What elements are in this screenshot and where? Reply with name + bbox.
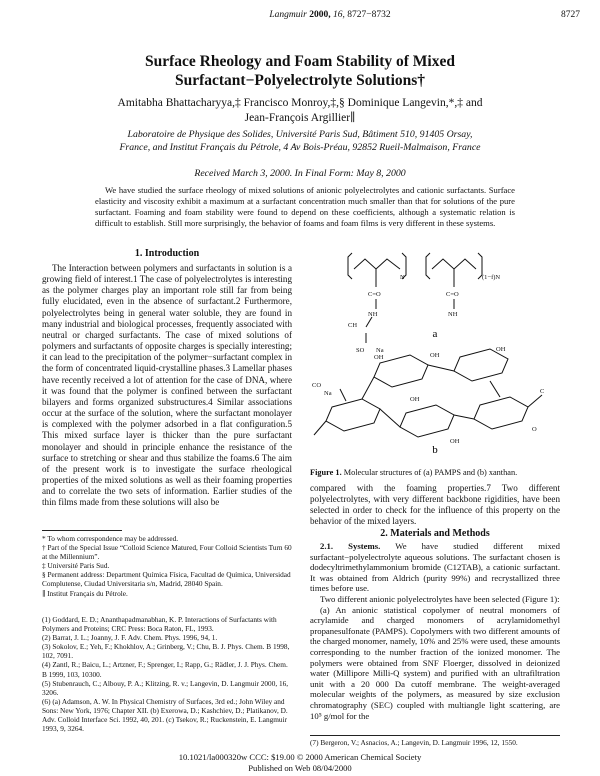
abstract: We have studied the surface rheology of mixed solutions of anionic polyelectrolytes and cationic surfactants. Surface elasticity and viscosity exhibit a maximum at a surfactant concentration much smaller than that for solutions of the pure surfactant. Foaming and foam stability were found to depend on these coefficients, although a systematic relation is difficult to establish. Still more surprisingly, the behavior of foams and foam films is very different in these systems. (95, 185, 515, 228)
reference-6: (6) (a) Adamson, A. W. In Physical Chemistry of Surfaces, 3rd ed.; John Wiley and Sons: New York, 1976; Chapter XII. (b) Exerowa, D.; Kashchiev, D.; Platikanov, D. Adv. Colloid Interface Sci. 1992, 40, 201. (c) Tsekov, R.; Ruckenstein, E. Langmuir 1993, 9, 3264. (42, 696, 288, 734)
affiliation-line-1: Laboratoire de Physique des Solides, Université Paris Sud, Bâtiment 510, 91405 Orsay, (127, 129, 473, 140)
figure-caption (310, 468, 560, 478)
introduction-heading: 1. Introduction (134, 248, 200, 259)
polyelectrolytes-paragraph: Two different anionic polyelectrolytes have been selected (Figure 1): (320, 593, 560, 604)
label-OH-4: OH (410, 396, 420, 403)
title-line-2: Surfactant−Polyelectrolyte Solutions† (174, 72, 426, 89)
label-CO-1: C=O (368, 291, 381, 298)
acetyl-bond-1 (528, 395, 542, 407)
reference-1: (1) Goddard, E. D.; Ananthapadmanabhan, K. P. Interactions of Surfactants with Polymers and Proteins; CRC Press: Boca Raton, FL, 1993. (42, 615, 277, 634)
label-CO-2: C=O (446, 291, 459, 298)
received-dates: Received March 3, 2000. In Final Form: May 8, 2000 (194, 168, 406, 179)
sugar-ring-5 (474, 397, 528, 429)
methods-heading: 2. Materials and Methods (380, 528, 490, 539)
systems-subheading: 2.1. Systems. (320, 541, 381, 551)
label-OH-1: OH (374, 354, 384, 361)
title-line-1: Surface Rheology and Foam Stability of Mixed (145, 53, 455, 70)
backbone-1 (354, 259, 400, 269)
methods-body (310, 541, 560, 721)
footnote-permanent-address: § Permanent address: Department Química Física, Facultad de Química, Universidad Complutense, Ciudad Universitaria s/n, Madrid, 28040 Spain. (42, 570, 291, 589)
introduction-body (42, 263, 292, 508)
glycosidic-link-3 (380, 409, 400, 427)
glycosidic-link-4 (454, 415, 474, 419)
footnote-divider (42, 530, 122, 531)
footnote-affil-1: ‡ Université Paris Sud. (42, 561, 110, 571)
label-NH2: NH (448, 311, 458, 318)
right-footnote-divider (310, 735, 560, 736)
sugar-ring-2 (454, 349, 508, 381)
authors-line-1: Amitabha Bhattacharyya,‡ Francisco Monroy,‡,§ Dominique Langevin,*,‡ and (117, 97, 483, 109)
glycosidic-link-1 (428, 365, 454, 371)
affiliation-line-2: France, and Institut Français du Pétrole, 4 Av Bois-Préau, 92852 Rueil-Malmaison, France (119, 142, 481, 153)
doi-copyright-line: 10.1021/la000320w CCC: $19.00 © 2000 American Chemical Society (178, 752, 422, 762)
sugar-ring-3 (326, 399, 380, 431)
pamps-paragraph: (a) An anionic statistical copolymer of neutral monomers of acrylamide and charged monomers of acrylamidomethyl propanesulfonate (PAMPS). Copolymers with two different amounts of the charged monomer, namely, 10% and 25% were used, these amounts corresponding to the number fraction of the ionized monomer. The polymers were obtained from SNF Floerger, dissolved in deionized water (Millipore Milli-Q system) and purified with an ultrafiltration unit with a 20 000 Da cutoff membrane. The weight-averaged molecular weights of the polymers, as measured by size exclusion chromatography (SEC) coupled with multiangle light scattering, are 10⁵ g/mol for the (310, 604, 560, 721)
reference-5: (5) Stubenrauch, C.; Albouy, P. A.; Klitzing, R. v.; Langevin, D. Langmuir 2000, 16, 3206. (42, 678, 289, 697)
glycosidic-link-2 (362, 377, 374, 399)
label-Na-1: Na (376, 347, 384, 354)
reference-3: (3) Sokolov, E.; Yeh, F.; Khokhlov, A.; Grinberg, V.; Chu, B. J. Phys. Chem. B 1998, 102, 7091. (42, 642, 290, 661)
bracket-left-2 (426, 253, 430, 279)
footnote-affil-2: ∥ Institut Français du Pétrole. (42, 588, 128, 598)
label-OH-3: OH (496, 346, 506, 353)
footnote-special-issue: † Part of the Special Issue “Colloid Science Matured, Four Colloid Scientists Turn 60 at the Millennium”. (42, 543, 292, 562)
backbone-2 (432, 259, 476, 269)
systems-text: We have studied different mixed surfactant−polyelectrolyte aqueous solutions. The surfactant chosen is dodecyltrimethylammonium bromide (C12TAB), a cationic surfactant. It was obtained from Aldrich (purity 99%) and recrystallized three times before use. (310, 541, 560, 594)
reference-4: (4) Zantl, R.; Baicu, L.; Artzner, F.; Sprenger, I.; Rapp, G.; Rädler, J. J. Phys. Chem. B 1999, 103, 10300. (42, 660, 288, 679)
sugar-ring-4 (400, 405, 454, 437)
reference-2: (2) Barrat, J. L.; Joanny, J. F. Adv. Chem. Phys. 1996, 94, 1. (42, 633, 218, 643)
figure-caption-text: Molecular structures of (a) PAMPS and (b) xanthan. (341, 468, 518, 477)
label-O: O (532, 426, 537, 433)
right-column-continuation: compared with the foaming properties.7 Two different polyelectrolytes, with very different backbone rigidities, have been selected in order to check for the influence of this property on the behavior of the mixed layers. (310, 483, 560, 527)
figure-1 (310, 245, 560, 467)
footnotes (42, 534, 292, 598)
author-list (40, 96, 560, 126)
running-header (240, 10, 420, 20)
end-bond-1 (314, 421, 326, 435)
label-OH-2: OH (430, 352, 440, 359)
figure-label-a: a (432, 328, 438, 340)
journal-name: Langmuir (269, 10, 307, 20)
journal-year: 2000, (309, 10, 331, 20)
label-N: N (400, 274, 405, 281)
footnote-corresponding: * To whom correspondence may be addressed. (42, 534, 179, 543)
label-OH-5: OH (450, 438, 460, 445)
glycosidic-link-5 (490, 381, 500, 397)
label-Na-2: Na (324, 390, 332, 397)
side-chain-bond-4 (366, 317, 372, 327)
published-date: Published on Web 08/04/2000 (248, 763, 352, 773)
introduction-paragraph: The Interaction between polymers and surfactants in solution is a growing field of interest.1 The case of polyelectrolytes is interesting as the polymer charges play an important role still far from being fully elucidated, even in the absence of surfactant.2 Furthermore, polyelectrolytes being in general water soluble, they are found in many industrial and biological processes, frequently associated with neutral or charged surfactants. The case of mixed solutions of polymers and surfactants of opposite charges is specially interesting; it can lead to the precipitation of the polymer−surfactant complex in the form of concentrated liquid-crystalline phases.3 Lamellar phases have recently received a lot of attention for the case of DNA, where it was found that the polymer is confined between the surfactant bilayers and forms organized substructures.4 Similar associations occur at the surface of the solution, where the surfactant monolayer is complexed with the polymer adsorbed in a flat configuration.5 This mixed surface layer is thicker than the pure surfactant monolayer and should in principle enhance the resistance of the surface to stretching or shear and thus stabilize the foams.6 The aim of the present work is to investigate the surface rheological properties of the mixed solutions as well as their foaming properties and to correlate the two sets of information. Earlier studies of the thin films made from these solutions will also be (42, 263, 292, 508)
figure-caption-label: Figure 1. (310, 468, 342, 477)
label-C: C (540, 388, 545, 395)
page-number: 8727 (561, 10, 580, 20)
carboxyl-bond (340, 389, 346, 401)
bracket-left-1 (348, 253, 352, 279)
figure-1-drawing (310, 245, 560, 467)
label-CH3: CH (348, 322, 358, 329)
label-1-f-N: (1−f)N (482, 274, 501, 281)
label-SO3: SO (356, 347, 365, 354)
journal-volume: 16, (333, 10, 345, 20)
page-range: 8727−8732 (347, 10, 391, 20)
paper-title (40, 52, 560, 90)
label-NH: NH (368, 311, 378, 318)
reference-7: (7) Bergeron, V.; Asnacios, A.; Langevin, D. Langmuir 1996, 12, 1550. (310, 738, 518, 747)
authors-line-2: Jean-François Argillier∥ (244, 112, 356, 124)
references-left (42, 615, 292, 733)
systems-paragraph (310, 541, 560, 594)
label-CO2: CO (312, 382, 322, 389)
figure-label-b: b (432, 444, 438, 456)
affiliation (60, 128, 540, 154)
